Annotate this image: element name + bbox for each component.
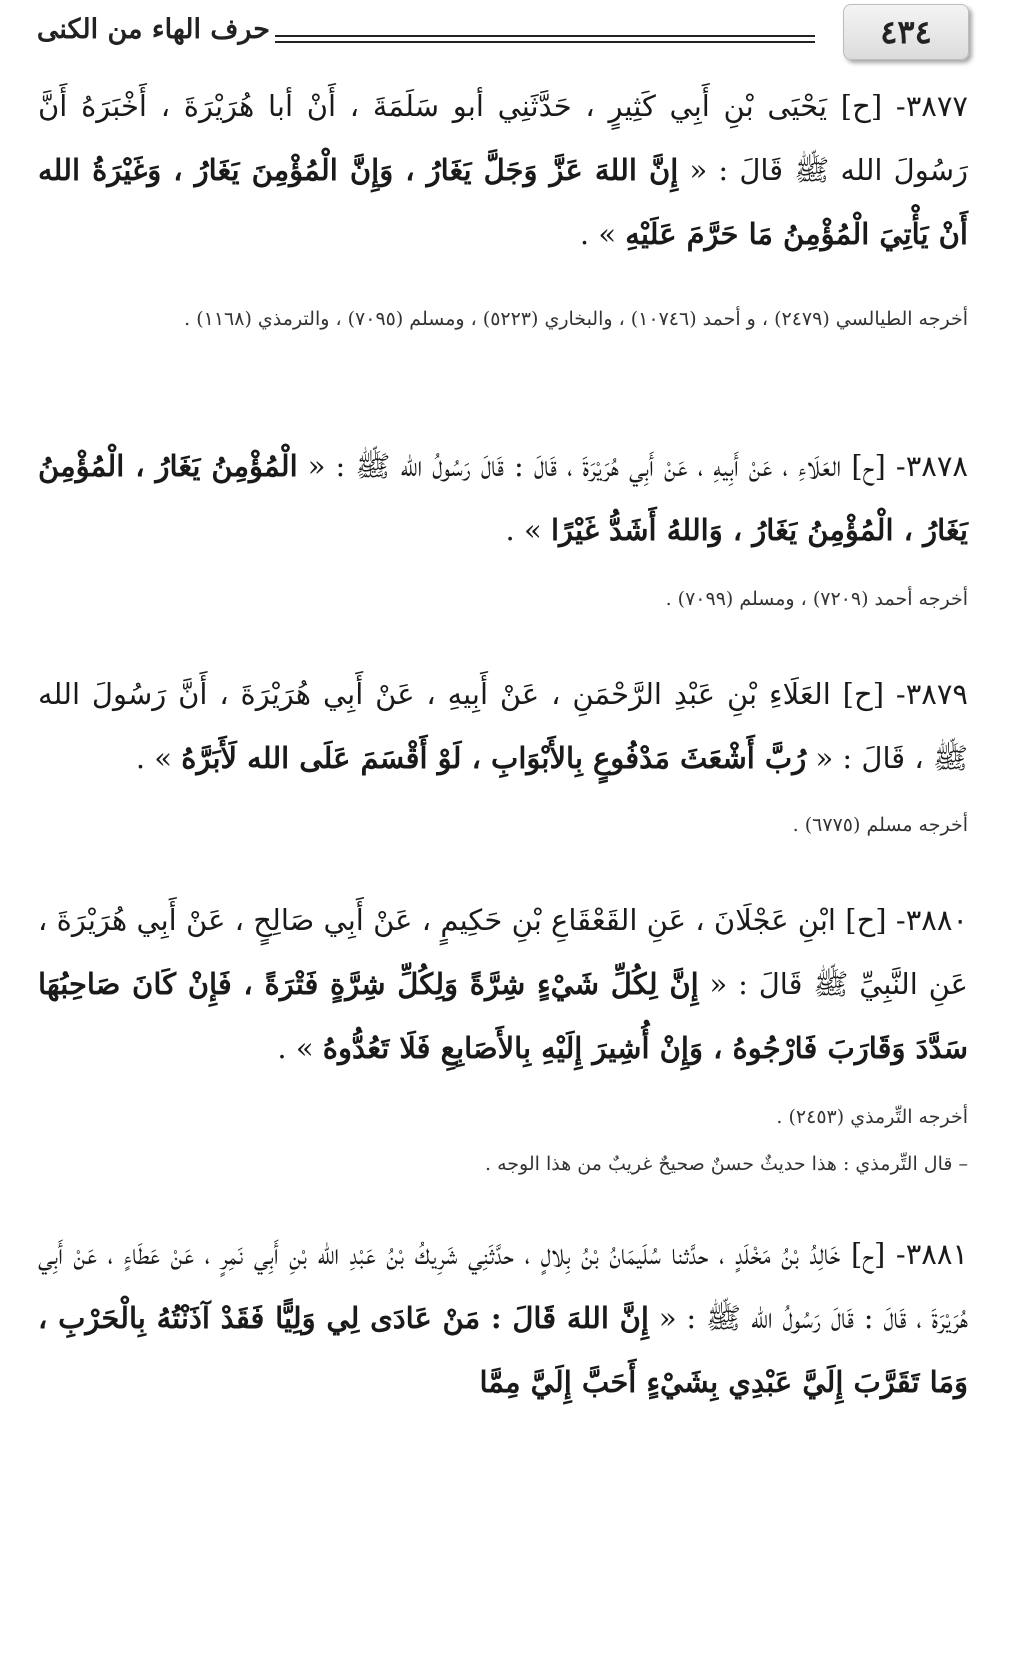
hadith-matn: إِنَّ اللهَ قَالَ : مَنْ عَادَى لِي وَلِيًّا فَقَدْ آذَنْتُهُ بِالْحَرْبِ ، وَمَا تَقَرَّبَ إِلَيَّ عَبْدِي بِشَيْءٍ أَحَبَّ إِلَيَّ مِمَّا	[38, 1301, 968, 1399]
header-rule-top	[275, 35, 815, 37]
hadith-matn: إِنَّ اللهَ عَزَّ وَجَلَّ يَغَارُ ، وَإِنَّ الْمُؤْمِنَ يَغَارُ ، وَغَيْرَةُ الله أَنْ يَأْتِيَ الْمُؤْمِنُ مَا حَرَّمَ عَلَيْهِ	[38, 153, 968, 251]
hadith-isnad: [ح] العَلَاءِ ، عَنْ أَبِيهِ ، عَنْ أَبِي هُرَيْرَةَ ، قَالَ : قَالَ رَسُولُ الله ﷺ : «	[307, 449, 886, 483]
hadith-closing: » .	[277, 1031, 314, 1065]
page-header	[0, 0, 1010, 70]
page-number-badge	[843, 4, 969, 60]
hadith-3879-source: أخرجه مسلم (٦٧٧٥) .	[792, 814, 968, 836]
hadith-3880-source: أخرجه التِّرمذي (٢٤٥٣) .	[776, 1106, 968, 1128]
hadith-3880	[38, 888, 968, 1080]
hadith-closing: » .	[579, 217, 617, 251]
hadith-matn: الْمُؤْمِنُ يَغَارُ ، الْمُؤْمِنُ يَغَارُ ، الْمُؤْمِنُ يَغَارُ ، وَاللهُ أَشَدُّ غَيْرًا	[38, 449, 968, 547]
hadith-number: ٣٨٨١-	[895, 1237, 968, 1271]
hadith-3878	[38, 434, 968, 562]
hadith-3877-source: أخرجه الطيالسي (٢٤٧٩) ، و أحمد (١٠٧٤٦) ، والبخاري (٥٢٢٣) ، ومسلم (٧٠٩٥) ، والترمذي (١١٦٨) .	[184, 308, 968, 330]
hadith-number: ٣٨٧٧-	[895, 89, 968, 123]
hadith-closing: » .	[135, 741, 173, 775]
header-rule-bottom	[275, 41, 815, 43]
hadith-isnad: [ح] ابْنِ عَجْلَانَ ، عَنِ القَعْقَاعِ بْنِ حَكِيمٍ ، عَنْ أَبِي صَالِحٍ ، عَنْ أَبِي هُرَيْرَةَ ، عَنِ النَّبِيِّ ﷺ قَالَ : «	[38, 903, 968, 1001]
hadith-isnad: [ح] العَلَاءِ بْنِ عَبْدِ الرَّحْمَنِ ، عَنْ أَبِيهِ ، عَنْ أَبِي هُرَيْرَةَ ، أَنَّ رَسُولَ الله ﷺ ، قَالَ : «	[38, 677, 968, 775]
hadith-3880-note: – قال التِّرمذي : هذا حديثٌ حسنٌ صحيحٌ غريبٌ من هذا الوجه .	[485, 1153, 968, 1175]
hadith-number: ٣٨٧٩-	[895, 677, 968, 711]
hadith-3877	[38, 74, 968, 266]
hadith-isnad: [ح] خَالِدُ بْنُ مَخْلَدٍ ، حدَّثنا سُلَيمَانُ بْنُ بِلالٍ ، حدَّثَنِي شَرِيكُ بْنُ عَبْدِ الله بْنِ أَبِي نَمِرٍ ، عَنْ عَطَاءٍ ، عَنْ أَبِي هُرَيْرَةَ ، قَالَ : قَالَ رَسُولُ الله ﷺ : «	[38, 1237, 968, 1335]
chapter-title: حرف الهاء من الكنى	[36, 14, 270, 45]
hadith-matn: إِنَّ لِكُلِّ شَيْءٍ شِرَّةً وَلِكُلِّ شِرَّةٍ فَتْرَةً ، فَإِنْ كَانَ صَاحِبُهَا سَدَّدَ وَقَارَبَ فَارْجُوهُ ، وَإِنْ أُشِيرَ إِلَيْهِ بِالأَصَابِعِ فَلَا تَعُدُّوهُ	[38, 967, 968, 1065]
page-number: ٤٣٤	[880, 13, 932, 51]
hadith-closing: » .	[505, 513, 542, 547]
hadith-number: ٣٨٧٨-	[895, 449, 968, 483]
hadith-3879	[38, 662, 968, 790]
hadith-matn: رُبَّ أَشْعَثَ مَدْفُوعٍ بِالأَبْوَابِ ، لَوْ أَقْسَمَ عَلَى الله لَأَبَرَّهُ	[181, 741, 807, 775]
hadith-number: ٣٨٨٠-	[895, 903, 968, 937]
hadith-3881	[38, 1222, 968, 1414]
hadith-3878-source: أخرجه أحمد (٧٢٠٩) ، ومسلم (٧٠٩٩) .	[665, 588, 968, 610]
hadith-isnad: [ح] يَحْيَى بْنِ أَبِي كَثِيرٍ ، حَدَّثَنِي أبو سَلَمَةَ ، أَنْ أبا هُرَيْرَةَ ، أَخْبَرَهُ أَنَّ رَسُولَ الله ﷺ قَالَ : «	[38, 89, 968, 187]
